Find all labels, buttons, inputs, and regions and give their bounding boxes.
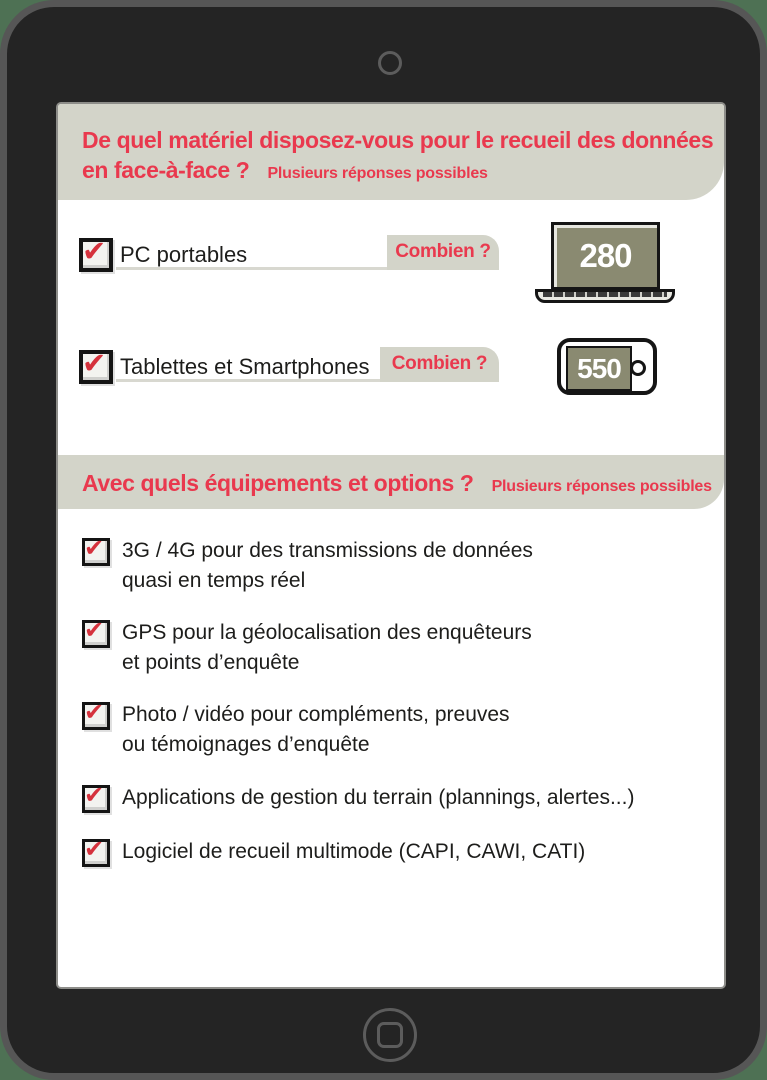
tablet-count-value: 550	[577, 352, 621, 384]
checkmark-icon: ✔	[84, 781, 105, 809]
question-1-title	[82, 125, 724, 189]
combien-button-pc[interactable]: Combien ?	[387, 235, 499, 270]
checkmark-icon: ✔	[84, 534, 105, 562]
question-1-title-line2: en face-à-face ?	[82, 157, 250, 183]
checkbox-pc-portables[interactable]	[79, 234, 113, 272]
question-2-header	[58, 455, 724, 509]
question-2-title-text: Avec quels équipements et options ?	[82, 470, 474, 496]
answer-underline	[116, 267, 387, 270]
tablet-icon	[557, 338, 657, 395]
checkbox-logiciel[interactable]	[82, 835, 110, 867]
checkbox-gps[interactable]	[82, 616, 110, 648]
option-applications-label: Applications de gestion du terrain (plannings, alertes...)	[122, 786, 635, 809]
laptop-keyboard	[543, 292, 667, 297]
question-2-subtitle: Plusieurs réponses possibles	[491, 478, 712, 495]
answer-underline	[116, 379, 380, 382]
pc-count-value: 280	[579, 237, 632, 274]
option-logiciel-label: Logiciel de recueil multimode (CAPI, CAWI, CATI)	[122, 840, 586, 863]
checkbox-applications[interactable]	[82, 781, 110, 813]
label-pc-portables: PC portables	[120, 242, 248, 267]
combien-button-tablettes[interactable]: Combien ?	[380, 347, 499, 382]
checkbox-photo-video[interactable]	[82, 698, 110, 730]
home-button[interactable]	[363, 1008, 417, 1062]
tablet-home-button-icon	[630, 360, 646, 376]
tablet-screen	[566, 346, 632, 391]
checkmark-icon: ✔	[84, 616, 105, 644]
survey-screen	[58, 104, 724, 987]
question-1-subtitle: Plusieurs réponses possibles	[267, 165, 488, 182]
option-photo-video-label: Photo / vidéo pour compléments, preuves ou témoignages d’enquête	[122, 703, 510, 756]
checkbox-tablettes[interactable]	[79, 346, 113, 384]
option-3g-4g-label: 3G / 4G pour des transmissions de données quasi en temps réel	[122, 539, 533, 592]
label-tablettes: Tablettes et Smartphones	[120, 354, 370, 379]
laptop-base	[535, 289, 675, 303]
front-camera-icon	[378, 51, 402, 75]
option-gps-label: GPS pour la géolocalisation des enquêteurs et points d’enquête	[122, 621, 532, 674]
checkbox-3g-4g[interactable]	[82, 534, 110, 566]
checkmark-icon: ✔	[82, 234, 107, 268]
laptop-screen	[551, 222, 660, 290]
question-1-header	[58, 104, 724, 200]
question-1-title-line1: De quel matériel disposez-vous pour le recueil des données	[82, 127, 714, 153]
checkmark-icon: ✔	[84, 835, 105, 863]
laptop-icon	[551, 222, 675, 303]
checkmark-icon: ✔	[82, 346, 107, 380]
checkmark-icon: ✔	[84, 698, 105, 726]
question-2-title	[82, 468, 724, 502]
home-button-square-icon	[377, 1022, 403, 1048]
